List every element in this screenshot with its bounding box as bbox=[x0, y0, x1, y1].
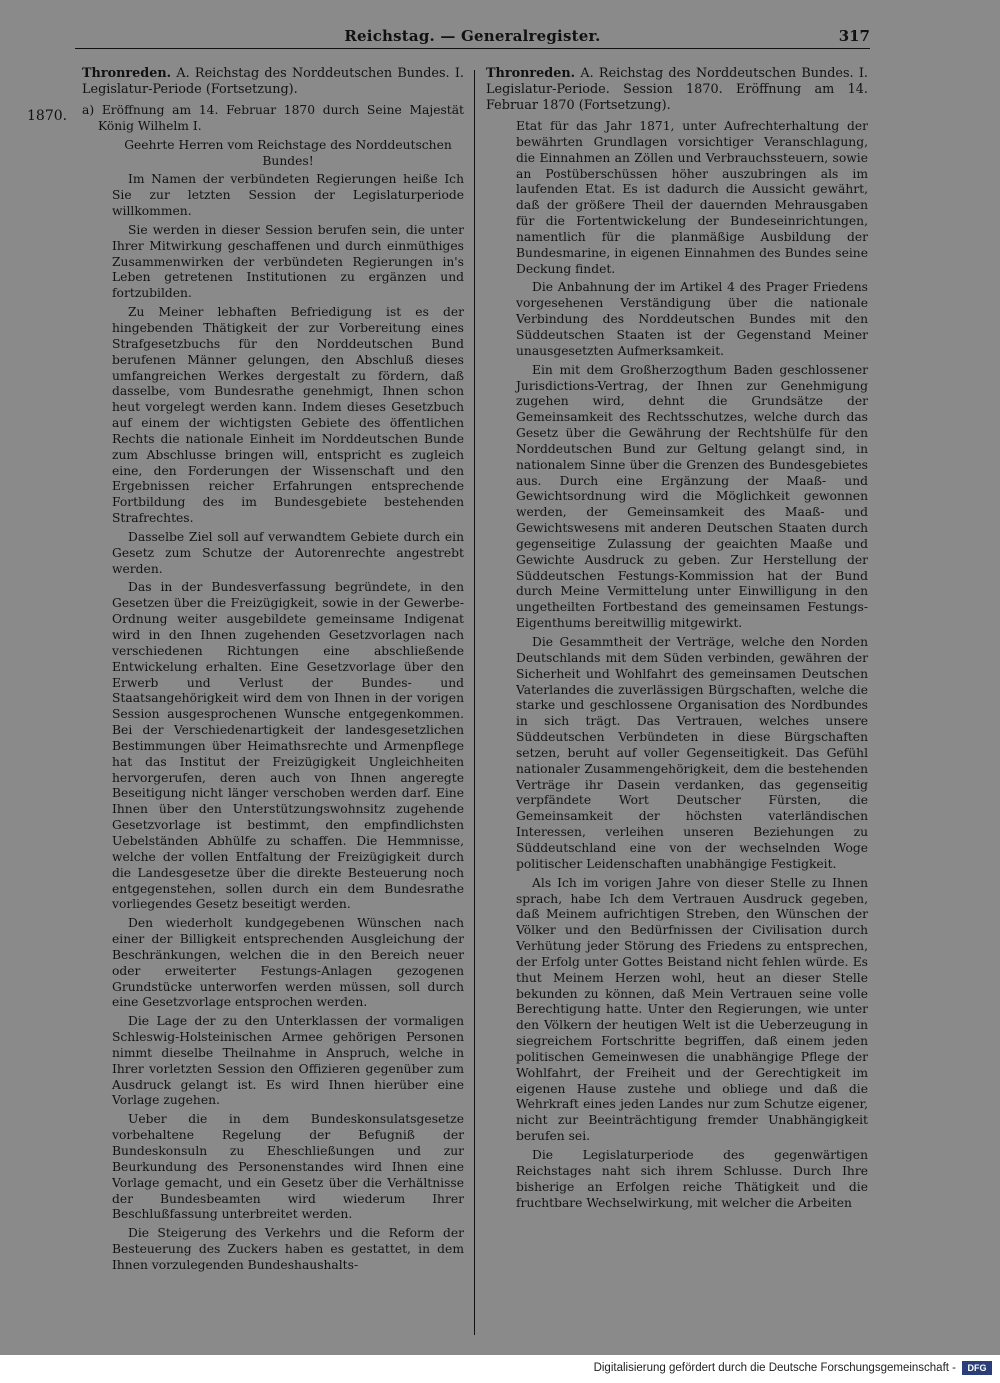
left-column-heading bbox=[82, 66, 464, 98]
paragraph: Den wiederholt kundgegebenen Wünschen nach einer der Billigkeit entsprechenden Ausgleichung der Beschränkungen, welchen die in den Bereich neuer oder erweiterter Festungs-Anlagen gezogenen Grundstücke unterworfen werden müssen, soll durch eine Gesetzvorlage entsprochen werden. bbox=[112, 916, 464, 1010]
salutation: Geehrte Herren vom Reichstage des Norddeutschen Bundes! bbox=[124, 137, 452, 168]
paragraph: Zu Meiner lebhaften Befriedigung ist es der hingebenden Thätigkeit der zur Vorbereitung eines Strafgesetzbuchs für den Norddeutschen Bund berufenen Männer gelungen, den Abschluß dieses umfangreichen Werkes dergestalt zu fördern, daß dasselbe, vom Bundesrathe genehmigt, Ihnen schon heut vorgelegt werden kann. Indem dieses Gesetzbuch auf einem der wichtigsten Gebiete des öffentlichen Rechts die nationale Einheit im Norddeutschen Bunde zum Abschlusse bringen will, entspricht es zugleich eine, den Forderungen der Wissenschaft und den Ergebnissen reicher Erfahrungen entsprechende Fortbildung des im Bundesgebiete bestehenden Strafrechtes. bbox=[112, 305, 464, 526]
paragraph: Die Steigerung des Verkehrs und die Reform der Besteuerung des Zuckers haben es gestattet, in dem Ihnen vorzulegenden Bundeshaushalts- bbox=[112, 1226, 464, 1272]
page-number: 317 bbox=[838, 27, 870, 45]
paragraph: Ueber die in dem Bundeskonsulatsgesetze vorbehaltene Regelung der Befugniß der Bundeskonsuln zu Eheschließungen und zur Beurkundung des Personenstandes wird Ihnen eine Vorlage gemacht, und ein Gesetz über die Verhältnisse der Bundesbeamten wird wiederum Ihrer Beschlußfassung unterbreitet werden. bbox=[112, 1112, 464, 1222]
section-subheading: a) Eröffnung am 14. Februar 1870 durch Seine Majestät König Wilhelm I. bbox=[82, 103, 464, 133]
dfg-logo: DFG bbox=[962, 1361, 992, 1375]
paragraph: Die Lage der zu den Unterklassen der vormaligen Schleswig-Holsteinischen Armee gehörigen Personen nimmt dieselbe Theilnahme in Anspruch, welche in Ihrer vorletzten Session den Offizieren gegenüber zum Ausdruck gelangt ist. Es wird Ihnen hierüber eine Vorlage zugehen. bbox=[112, 1014, 464, 1108]
funding-notice: Digitalisierung gefördert durch die Deutsche Forschungsgemeinschaft - bbox=[593, 1362, 956, 1374]
paragraph: Dasselbe Ziel soll auf verwandtem Gebiete durch ein Gesetz zum Schutze der Autorenrechte angestrebt werden. bbox=[112, 529, 464, 576]
heading-keyword: Thronreden. bbox=[486, 66, 576, 81]
paragraph: Als Ich im vorigen Jahre von dieser Stelle zu Ihnen sprach, habe Ich dem Vertrauen Ausdruck gegeben, daß Meinem aufrichtigen Streben, den Wünschen der Völker und den Bedürfnissen der Civilisation durch Verhütung jeder Störung des Friedens zu entsprechen, der Erfolg unter Gottes Beistand nicht fehlen würde. Es thut Meinem Herzen wohl, heut an dieser Stelle bekunden zu können, daß Mein Vertrauen seine volle Berechtigung hatte. Unter den Regierungen, wie unter den Völkern der heutigen Welt ist die Ueberzeugung in siegreichem Fortschritte begriffen, daß einem jeden politischen Gemeinwesen die unabhängige Pflege der Wohlfahrt, der Freiheit und der Gerechtigkeit im eigenen Hause zustehe und obliege und daß die Wehrkraft eines jeden Landes nur zum Schutze eigener, nicht zur Beeinträchtigung fremder Unabhängigkeit berufen sei. bbox=[516, 875, 868, 1144]
left-column bbox=[82, 66, 464, 1277]
footer-bar bbox=[0, 1355, 1000, 1383]
right-column bbox=[486, 66, 868, 1214]
paragraph: Das in der Bundesverfassung begründete, in den Gesetzen über die Freizügigkeit, sowie in der Gewerbe-Ordnung weiter ausgebildete gemeinsame Indigenat wird in den Ihnen zugehenden Gesetzvorlagen nach verschiedenen Richtungen eine abschließende Entwickelung erhalten. Eine Gesetzvorlage über den Erwerb und Verlust der Bundes- und Staatsangehörigkeit wird dem von Ihnen in der vorigen Session ausgesprochenen Wunsche entgegenkommen. Bei der Verschiedenartigkeit der landesgesetzlichen Bestimmungen über Heimathsrechte und Armenpflege hat das Institut der Freizügigkeit Ungleichheiten hervorgerufen, deren auch von Ihnen angeregte Beseitigung nicht länger verschoben werden darf. Eine Ihnen über den Unterstützungswohnsitz zugehende Gesetzvorlage ist bestimmt, den empfindlichsten Uebelständen Abhülfe zu schaffen. Die Hemmnisse, welche der vollen Entfaltung der Freizügigkeit durch die Landesgesetze über die direkte Besteuerung noch entgegenstehen, sollen durch ein dem Bundesrathe vorliegendes Gesetz beseitigt werden. bbox=[112, 580, 464, 912]
paragraph: Sie werden in dieser Session berufen sein, die unter Ihrer Mitwirkung geschaffenen und durch einmüthiges Zusammenwirken der verbündeten Regierungen in's Leben getretenen Institutionen zu ergänzen und fortzubilden. bbox=[112, 222, 464, 301]
paragraph: Die Legislaturperiode des gegenwärtigen Reichstages naht sich ihrem Schlusse. Durch Ihre bisherige an Erfolgen reiche Thätigkeit und die fruchtbare Wechselwirkung, mit welcher die Arbeiten bbox=[516, 1148, 868, 1210]
speech-body bbox=[82, 138, 464, 1274]
column-divider bbox=[474, 70, 475, 1335]
paragraph: Die Gesammtheit der Verträge, welche den Norden Deutschlands mit dem Süden verbinden, gewähren der Sicherheit und Wohlfahrt des gemeinsamen Deutschen Vaterlandes die zuverlässigen Bürgschaften, welche die starke und geschlossene Organisation des Nordbundes in sich trägt. Das Vertrauen, welches unsere Süddeutschen Verbündeten in diese Bürgschaften setzen, beruht auf voller Gegenseitigkeit. Das Gefühl nationaler Zusammengehörigkeit, dem die bestehenden Verträge ihr Dasein verdanken, das gegenseitig verpfändete Wort Deutscher Fürsten, die Gemeinsamkeit der höchsten vaterländischen Interessen, verleihen unseren Beziehungen zu Süddeutschland eine von der wechselnden Woge politischer Leidenschaften unabhängige Festigkeit. bbox=[516, 635, 868, 871]
running-title: Reichstag. — Generalregister. bbox=[344, 27, 601, 45]
speech-body-continued bbox=[486, 119, 868, 1211]
paragraph: Ein mit dem Großherzogthum Baden geschlossener Jurisdictions-Vertrag, der Ihnen zur Genehmigung zugehen wird, dehnt die Grundsätze der Gemeinsamkeit des Rechtsschutzes, welche durch das Gesetz über die Gewährung der Rechtshülfe für den Norddeutschen Bund zur Geltung gelangt sind, in nationalem Sinne über die Grenzen des Bundesgebietes aus. Durch eine Ergänzung der Maaß- und Gewichtsordnung wird die Möglichkeit gewonnen werden, der Gemeinsamkeit des Maaß- und Gewichtswesens mit anderen Deutschen Staaten durch gegenseitige Zulassung der geaichten Maaße und Gewichte Ausdruck zu geben. Zur Herstellung der Süddeutschen Festungs-Kommission hat der Bund durch Meine Vermittelung unter Einwilligung in den ungetheilten Fortbestand des gemeinsamen Festungs-Eigenthums bereitwillig mitgewirkt. bbox=[516, 362, 868, 631]
heading-text: A. Reichstag des Norddeutschen Bundes. I. Legislatur-Periode (Fortsetzung). bbox=[82, 66, 464, 97]
page-header bbox=[75, 26, 870, 49]
paragraph: Im Namen der verbündeten Regierungen heiße Ich Sie zur letzten Session der Legislaturperiode willkommen. bbox=[112, 172, 464, 219]
heading-text: A. Reichstag des Norddeutschen Bundes. I. Legislatur-Periode. Session 1870. Eröffnung am 14. Februar 1870 (Fortsetzung). bbox=[486, 66, 868, 113]
heading-keyword: Thronreden. bbox=[82, 66, 172, 81]
right-column-heading bbox=[486, 66, 868, 114]
paragraph: Die Anbahnung der im Artikel 4 des Prager Friedens vorgesehenen Verständigung über die nationale Verbindung des Norddeutschen Bundes mit den Süddeutschen Staaten ist der Gegenstand Meiner unausgesetzten Aufmerksamkeit. bbox=[516, 280, 868, 358]
paragraph: Etat für das Jahr 1871, unter Aufrechterhaltung der bewährten Grundlagen vorsichtiger Veranschlagung, die Einnahmen an Zöllen und Verbrauchssteuern, sowie an Postüberschüssen höher auszubringen als im laufenden Etat. Es ist dadurch die Aussicht gewährt, daß der größere Theil der dauernden Mehrausgaben für die Fortentwickelung der Bundeseinrichtungen, namentlich für die planmäßige Ausbildung der Bundesmarine, in eigenen Einnahmen des Bundes seine Deckung findet. bbox=[516, 119, 868, 276]
margin-year: 1870. bbox=[27, 108, 68, 124]
